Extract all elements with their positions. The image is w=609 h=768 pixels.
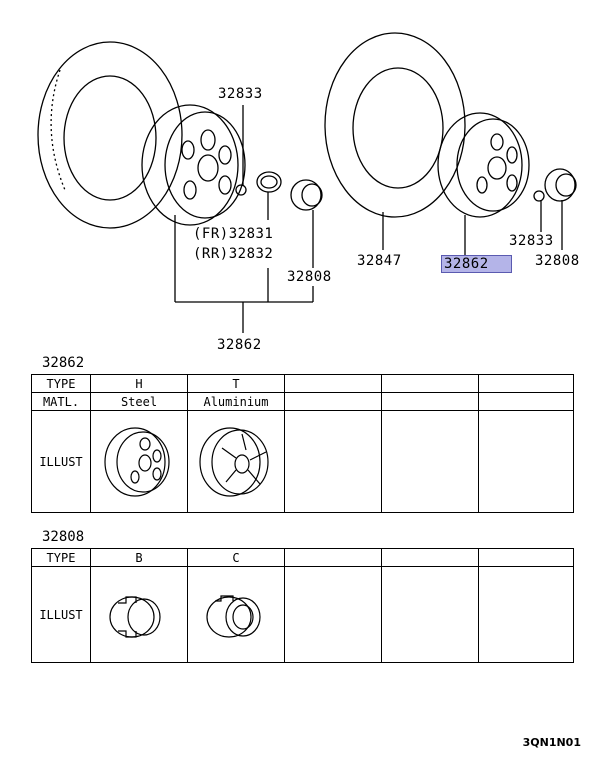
row-label-type: TYPE (32, 549, 91, 567)
hub-cap-c-icon (201, 585, 271, 645)
row-label-illust: ILLUST (32, 411, 91, 513)
type-cell-h: H (91, 375, 188, 393)
row-label-matl: MATL. (32, 393, 91, 411)
illust-cell-c (188, 567, 285, 663)
variant-table-32862 (31, 374, 574, 513)
diagram-code: 3QN1N01 (522, 736, 581, 749)
illust-cell-steel (91, 411, 188, 513)
empty-cell (285, 411, 382, 513)
wheel-icon-left (142, 105, 245, 225)
empty-cell (479, 549, 574, 567)
hub-cap-icon-left (291, 180, 322, 210)
part-label-32862[interactable]: 32862 (217, 337, 262, 353)
row-label-illust: ILLUST (32, 567, 91, 663)
empty-cell (285, 567, 382, 663)
matl-cell-steel: Steel (91, 393, 188, 411)
part-label-32808-right[interactable]: 32808 (535, 253, 580, 269)
part-label-32847[interactable]: 32847 (357, 253, 402, 269)
empty-cell (479, 411, 574, 513)
steel-wheel-icon (99, 422, 179, 502)
part-label-32833[interactable]: 32833 (218, 86, 263, 102)
table-title-32808: 32808 (42, 529, 85, 545)
part-label-32832[interactable]: (RR)32832 (193, 246, 274, 262)
table-title-32862: 32862 (42, 355, 85, 371)
empty-cell (285, 393, 382, 411)
matl-cell-aluminium: Aluminium (188, 393, 285, 411)
part-label-32833-right[interactable]: 32833 (509, 233, 554, 249)
type-cell-c: C (188, 549, 285, 567)
part-label-32808[interactable]: 32808 (287, 269, 332, 285)
type-cell-t: T (188, 375, 285, 393)
empty-cell (479, 375, 574, 393)
empty-cell (382, 375, 479, 393)
empty-cell (479, 567, 574, 663)
wheel-icon-right (438, 113, 529, 217)
tire-icon-left (38, 42, 182, 228)
empty-cell (382, 393, 479, 411)
variant-table-32808 (31, 548, 574, 663)
aluminium-wheel-icon (196, 422, 276, 502)
nut-icon-right (534, 191, 544, 201)
empty-cell (382, 549, 479, 567)
empty-cell (382, 411, 479, 513)
illust-cell-aluminium (188, 411, 285, 513)
hub-cap-b-icon (104, 585, 174, 645)
part-label-32831[interactable]: (FR)32831 (193, 226, 274, 242)
hub-cap-icon-right (545, 169, 576, 201)
empty-cell (285, 549, 382, 567)
type-cell-b: B (91, 549, 188, 567)
part-label-32862-highlighted[interactable]: 32862 (441, 255, 512, 273)
ring-icon-left (257, 172, 281, 192)
empty-cell (285, 375, 382, 393)
illust-cell-b (91, 567, 188, 663)
tire-icon-right (325, 33, 465, 217)
row-label-type: TYPE (32, 375, 91, 393)
empty-cell (479, 393, 574, 411)
empty-cell (382, 567, 479, 663)
